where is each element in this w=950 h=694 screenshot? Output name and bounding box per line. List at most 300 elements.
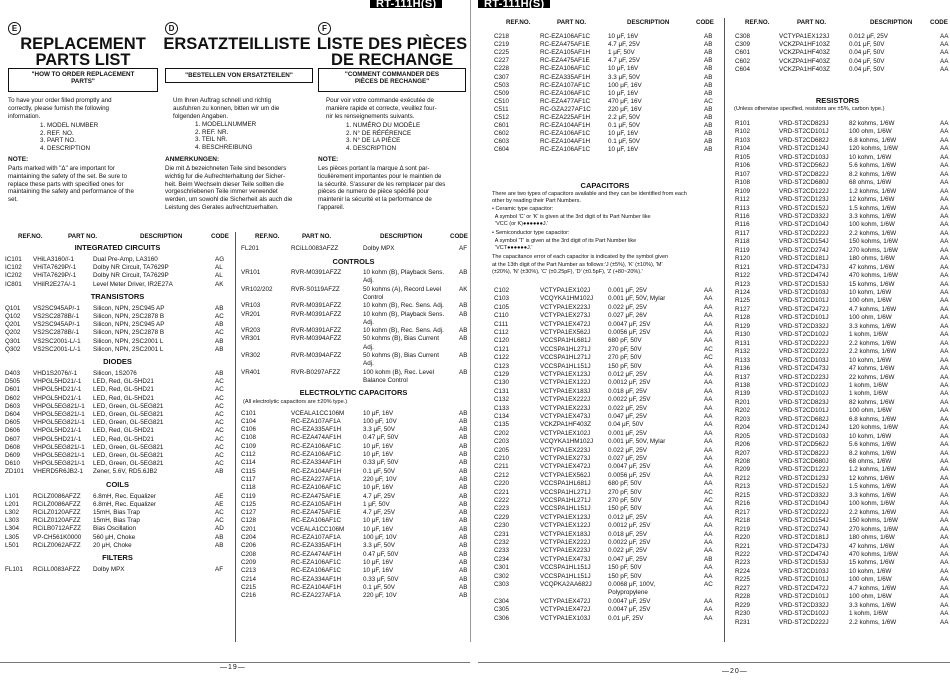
part-no: VRD-ST2CD101J <box>779 576 829 584</box>
part-no: RCiLB0712AFZZ <box>33 525 81 533</box>
note-label-fr: NOTE: <box>318 156 339 163</box>
part-no: RCiLZ0086AFZZ <box>33 500 81 508</box>
code: AA <box>704 329 713 336</box>
part-no: VRD-ST2CD181J <box>779 255 829 263</box>
description: 50 kohms (A), Record Level <box>363 285 442 293</box>
part-no: VCTYPA1EX472J <box>540 606 591 614</box>
ref-no: R217 <box>735 508 751 516</box>
part-no: VRD-ST2CD124J <box>779 424 829 432</box>
code: AA <box>940 365 949 373</box>
col-header-desc: DESCRIPTION <box>380 233 423 240</box>
code: AA <box>940 162 949 170</box>
note-label-en: NOTE: <box>8 156 29 163</box>
part-no: VCKZPA1HF103Z <box>779 41 830 49</box>
ref-no: C603 <box>494 138 510 146</box>
ref-no: R101 <box>735 120 751 127</box>
code: AA <box>940 550 949 558</box>
part-no: RC-EZA106AF1C <box>540 130 591 138</box>
code: AC <box>704 97 713 105</box>
capacitors-tolerance: The capacitance error of each capacitor is indicated by the symbol given at the 13th digit of the Part Number as follows:'J (±5%), 'K' (±10%), 'M' (±20%), 'N' (±30%), 'C' (±0.25pF), 'D' (±0.5pF), 'Z (+80~20%).' <box>492 254 669 275</box>
part-no: RC-EZA107AF1A <box>291 534 341 541</box>
ref-no: IC202 <box>5 272 22 280</box>
ref-no: C203 <box>494 438 510 446</box>
description: 15mH, Bias Trap <box>93 509 140 516</box>
part-no: VCTYPA1EX472J <box>540 597 591 605</box>
code: AA <box>940 314 949 322</box>
description: LED, Green, GL-5EG821 <box>93 452 164 459</box>
ref-no: C601 <box>494 122 510 130</box>
ref-no: C202 <box>494 429 510 437</box>
description: 4.7 μF, 25V <box>608 41 640 49</box>
code: AB <box>704 33 713 40</box>
code: AA <box>940 289 949 296</box>
code: AA <box>704 522 713 530</box>
description: 0.0047 μF, 25V <box>608 463 651 471</box>
description: 150 pF, 50V <box>608 564 642 572</box>
part-no: RC-EZA225AF1H <box>540 114 591 121</box>
section-note: (All electrolytic capacitors are ±20% type.) <box>243 399 348 406</box>
part-no: VHPGL5HD21/-1 <box>33 394 82 402</box>
description: 100 ohm, 1/6W <box>849 297 892 305</box>
code: AA <box>940 348 949 356</box>
ref-no: R122 <box>735 272 751 280</box>
part-no: RCiLL0083AFZZ <box>33 566 81 573</box>
code: AC <box>215 435 224 443</box>
description: 1 kohm, 1/6W <box>849 390 888 398</box>
part-no: RC-EZA335AF1H <box>291 426 342 434</box>
part-no: VCKZPA1HF403Z <box>779 65 830 73</box>
part-no: VRD-ST2CD274J <box>779 525 829 533</box>
code: AA <box>940 170 949 178</box>
ref-no: D605 <box>5 419 21 427</box>
description: Balance Control <box>363 376 408 384</box>
part-no: RC-EZA104AF1H <box>291 467 342 475</box>
code: AA <box>940 567 949 575</box>
part-no: VRD-ST2CD153J <box>779 559 829 567</box>
part-no: RC-EZA335AF1H <box>291 542 342 550</box>
ref-no: C602 <box>735 57 751 65</box>
order-box-fr-title: "COMMENT COMMANDER DES PIÈCES DE RECHANGE" <box>344 71 440 85</box>
code: AA <box>940 57 949 65</box>
description: 0.04 μF, 50V <box>849 49 885 57</box>
code: AA <box>940 305 949 313</box>
description: 10 μF, 16V <box>363 409 394 417</box>
part-no: VRD-ST2CD332J <box>779 491 829 499</box>
part-no: VP-CH561K0000 <box>33 533 82 541</box>
ref-no: R132 <box>735 348 751 356</box>
code: AE <box>215 492 224 500</box>
ref-no: R112 <box>735 196 750 204</box>
model-header-right: RT-111H(S) <box>478 0 550 8</box>
part-no: RCiLZ0120AFZZ <box>33 509 81 516</box>
ref-no: R125 <box>735 297 751 305</box>
description: 220 μF, 10V <box>363 592 397 600</box>
description: 15 kohms, 1/6W <box>849 280 895 288</box>
code: AA <box>940 483 949 491</box>
description: LED, Green, GL-5EG821 <box>93 443 164 451</box>
description: 270 kohms, 1/6W <box>849 525 898 533</box>
ref-no: R106 <box>735 162 751 170</box>
description: 10 μF, 16V <box>608 65 639 73</box>
description: 100 μF, 10V <box>363 417 397 425</box>
ref-no: R107 <box>735 170 751 178</box>
code: AB <box>459 327 468 335</box>
part-no: RC-EZA334AF1H <box>291 459 342 467</box>
description: 5.6 kohms, 1/6W <box>849 162 897 170</box>
part-no: VRD-ST2CD101J <box>779 593 829 601</box>
ref-no: C228 <box>494 65 510 73</box>
code: AB <box>704 105 713 113</box>
ref-no: R105 <box>735 153 751 161</box>
ref-no: C120 <box>494 337 510 345</box>
ref-no: C106 <box>241 426 257 434</box>
code: AA <box>940 238 949 246</box>
description: 15mH, Bias Trap <box>93 517 140 525</box>
description: 12 kohms, 1/6W <box>849 474 895 482</box>
description: 680 pF, 50V <box>608 480 642 488</box>
code: AA <box>940 525 949 533</box>
part-no: RC-EZA107AF1C <box>540 81 591 89</box>
ref-no: C229 <box>494 513 510 521</box>
code: AA <box>704 480 713 488</box>
part-no: VCQYKA1HM102J <box>540 295 594 303</box>
description: 10 kohm, 1/6W <box>849 289 892 296</box>
code: AC <box>704 581 713 588</box>
code: AA <box>940 212 949 220</box>
part-no: RC-EZA105AF1H <box>291 500 342 508</box>
description: 100 ohm, 1/6W <box>849 576 892 584</box>
description: 10 μF, 16V <box>363 567 394 575</box>
code: AB <box>704 49 713 57</box>
lang-circle-d: D <box>165 22 178 35</box>
ref-no: C130 <box>494 379 510 387</box>
part-no: VCTYPA1EX123J <box>779 33 830 40</box>
ref-no: L302 <box>5 509 20 516</box>
part-no: RC-EZA227AF1A <box>291 592 341 600</box>
part-no: VCQYKA1HM102J <box>540 438 594 446</box>
title-en-line2: PARTS LIST <box>35 51 131 69</box>
ref-no: C117 <box>241 475 256 483</box>
ref-no: D607 <box>5 435 21 443</box>
ref-no: C104 <box>241 417 257 425</box>
part-no: VCTYPA1EX223J <box>540 547 591 555</box>
part-no: VS2SC945AP/-1 <box>33 321 80 329</box>
description: 1 kohm, 1/6W <box>849 381 888 389</box>
ref-no: D608 <box>5 443 21 451</box>
footer-rule-left <box>0 662 470 663</box>
description: 4.7 kohms, 1/6W <box>849 305 897 313</box>
description: LED, Red, GL-5HD21 <box>93 435 154 443</box>
description: 47 kohms, 1/6W <box>849 365 895 373</box>
ref-no: C119 <box>241 492 256 500</box>
description: 2.2 kohms, 1/6W <box>849 348 897 356</box>
description: 3.3 μF, 50V <box>363 542 395 550</box>
ref-no: C211 <box>494 463 509 471</box>
code: AA <box>940 187 949 195</box>
code: AA <box>704 371 713 378</box>
part-no: VCTYPA1EX103J <box>540 614 591 622</box>
ref-no: C131 <box>494 387 510 395</box>
ref-no: R116 <box>735 212 750 220</box>
code: AA <box>940 584 949 592</box>
part-no: VCTYPA1EX222J <box>540 396 591 404</box>
ref-no: C103 <box>494 295 510 303</box>
ref-no: C509 <box>494 89 510 97</box>
part-no: RC-EZA104AF1H <box>540 122 591 130</box>
ref-no: C208 <box>241 550 257 558</box>
ref-no: FL101 <box>5 566 23 573</box>
description: 10 μF, 16V <box>363 484 394 492</box>
description: 3.3 kohms, 1/6W <box>849 212 897 220</box>
code: AA <box>704 572 713 580</box>
code: AK <box>459 285 468 293</box>
code: AA <box>704 455 713 462</box>
description: 680 pF, 50V <box>608 337 642 345</box>
title-fr-line1: LISTE DES PIÈCES <box>316 35 468 53</box>
code: AB <box>704 138 713 146</box>
description: 1.5 kohms, 1/6W <box>849 483 897 491</box>
part-no: VRD-ST2CD102J <box>779 331 829 339</box>
part-no: VRD-ST2CD103J <box>779 289 829 296</box>
code: AA <box>940 331 949 339</box>
ref-no: R231 <box>735 618 751 626</box>
ref-no: C225 <box>494 49 510 57</box>
ref-no: VR101 <box>241 269 261 276</box>
resistors-title: RESISTORS <box>815 96 860 105</box>
ref-no: C218 <box>494 33 510 40</box>
part-no: VCTYPA1EX273J <box>540 312 591 320</box>
description: LED, Green, GL-5EG821 <box>93 460 164 468</box>
description: 10 kohm, 1/6W <box>849 567 892 575</box>
code: AA <box>940 246 949 254</box>
description: 0.001 μF, 25V <box>608 287 647 294</box>
code: AC <box>704 354 713 362</box>
lang-circle-f: F <box>318 22 331 35</box>
part-no: VCTYPA1EX562J <box>540 471 591 479</box>
part-no: VHiIR2E27A/-1 <box>33 280 76 288</box>
column-divider <box>724 18 725 642</box>
code: AC <box>215 452 224 459</box>
code: AB <box>459 492 468 500</box>
description: Silicon, NPN, 2SC2001 L <box>93 345 164 353</box>
capacitors-title: CAPACITORS <box>580 181 630 190</box>
code: AC <box>704 488 713 496</box>
description: 0.0047 μF, 25V <box>608 606 651 614</box>
order-list-fr: 1. NUMÉRO DU MODÈLE 2. N° DE RÉFÉRENCE 3. N° DE LA PIÈCE 4. DESCRIPTION <box>346 122 421 152</box>
ref-no: L201 <box>5 500 20 508</box>
description: 120 kohms, 1/6W <box>849 145 898 153</box>
code: AA <box>940 415 949 423</box>
part-no: RC-EZA106AF1C <box>540 65 591 73</box>
part-no: VRD-ST2CD222J <box>779 229 829 237</box>
ref-no: R230 <box>735 610 751 618</box>
ref-no: C127 <box>241 509 257 517</box>
description: 10 μF, 16V <box>363 558 394 566</box>
code: AA <box>704 513 713 521</box>
part-no: VRD-ST2CD472J <box>779 584 829 592</box>
part-no: VCTYPA1EX122J <box>540 379 591 387</box>
ref-no: Q301 <box>5 337 21 345</box>
part-no: VHPGL5EG821/-1 <box>33 402 85 410</box>
description: 150 kohms, 1/6W <box>849 238 898 246</box>
code: AB <box>704 146 713 154</box>
ref-no: R109 <box>735 187 751 195</box>
part-no: VHPGL5EG821/-1 <box>33 419 85 427</box>
description: 150 pF, 50V <box>608 572 642 580</box>
section-title: INTEGRATED CIRCUITS <box>74 243 161 252</box>
code: AC <box>215 394 224 402</box>
description: Dolby NR Circuit, TA7629P <box>93 264 169 272</box>
part-no: RCiLZ0062AFZZ <box>33 541 81 549</box>
ref-no: C309 <box>735 41 751 49</box>
part-no: VCKZPA1HF403Z <box>779 49 830 57</box>
ref-no: R209 <box>735 466 751 474</box>
description: 1 kohm, 1/6W <box>849 331 888 339</box>
part-no: VCTYPA1EX473J <box>540 413 591 420</box>
ref-no: C112 <box>494 329 509 336</box>
part-no: VCTYPA1EX222J <box>540 539 591 546</box>
ref-no: C223 <box>494 505 510 513</box>
description: LED, Red, GL-5HD21 <box>93 386 154 394</box>
description: 20 μH, Choke <box>93 541 132 549</box>
code: AB <box>459 542 468 550</box>
ref-no: R138 <box>735 381 751 389</box>
description: 4.7 μF, 25V <box>608 57 640 65</box>
part-no: RVR-B0297AFZZ <box>291 368 341 376</box>
section-title: DIODES <box>103 357 132 366</box>
description: 270 pF, 50V <box>608 497 642 504</box>
description: Dual Pre-Amp, LA3160 <box>93 256 158 263</box>
part-no: RC-EZA106AF1C <box>291 567 342 575</box>
code: AB <box>459 484 468 492</box>
description: 3.3 kohms, 1/6W <box>849 601 897 609</box>
ref-no: R205 <box>735 432 751 440</box>
description: Dolby NR Circuit, TA7629P <box>93 272 169 280</box>
part-no: VRD-ST2CD473J <box>779 542 829 550</box>
code: AB <box>459 434 468 442</box>
code: AA <box>940 534 949 542</box>
ref-no: R139 <box>735 390 751 398</box>
capacitors-ceramic: • Ceramic type capacitor: A symbol 'C' or 'K' is given at the 3rd digit of its Part Number like 'VCC (or K)●●●●●●J.' <box>492 206 651 227</box>
code: AA <box>940 458 949 465</box>
ref-no: C210 <box>494 455 510 462</box>
part-no: VRD-ST2CD474J <box>779 272 829 280</box>
code: AB <box>459 426 468 434</box>
ref-no: D505 <box>5 378 21 386</box>
part-no: RC-EZA106AF1C <box>291 558 342 566</box>
description: Adj. <box>363 277 374 285</box>
ref-no: C108 <box>241 434 257 442</box>
description: 10 μF, 16V <box>608 33 639 40</box>
part-no: VRD-ST2CD222J <box>779 348 829 356</box>
description: 100 μF, 16V <box>608 81 642 89</box>
description: 2.2 kohms, 1/6W <box>849 508 897 516</box>
code: AB <box>704 73 713 81</box>
description: 0.022 μF, 25V <box>608 303 647 311</box>
part-no: RC-EZA334AF1H <box>291 575 342 583</box>
part-no: VCCSPA1HL151J <box>540 572 591 580</box>
model-header-left: RT-111H(S) <box>370 0 442 8</box>
code: AB <box>459 567 468 575</box>
ref-no: C302 <box>494 572 510 580</box>
part-no: VRD-ST2CD152J <box>779 483 829 491</box>
description: 470 kohms, 1/6W <box>849 272 898 280</box>
description: 0.012 μF, 25V <box>608 371 647 378</box>
part-no: RVR-M0394AFZZ <box>291 335 342 343</box>
ref-no: D609 <box>5 452 21 459</box>
part-no: VCKZPA1HF403Z <box>540 421 591 429</box>
code: AA <box>704 337 713 345</box>
part-no: VRD-ST2CD222J <box>779 339 829 347</box>
code: AB <box>459 310 468 318</box>
code: AB <box>459 335 468 343</box>
code: AA <box>940 229 949 237</box>
description: Bias Oscillation <box>93 525 137 533</box>
description: Silicon, NPN, 2SC945 AP <box>93 321 165 329</box>
description: 0.0022 μF, 25V <box>608 539 651 546</box>
description: 0.047 μF, 25V <box>608 413 647 420</box>
code: AA <box>940 145 949 153</box>
part-no: VCTYPA1EX183J <box>540 530 591 538</box>
ref-no: R102 <box>735 128 751 136</box>
ref-no: C209 <box>241 558 257 566</box>
code: AA <box>940 424 949 432</box>
description: 100 ohm, 1/6W <box>849 128 892 136</box>
part-no: VCTYPA1EX102J <box>540 287 591 294</box>
col-header-desc: DESCRIPTION <box>627 19 670 26</box>
code: AC <box>215 386 224 394</box>
part-no: RVR-S0119AFZZ <box>291 285 340 293</box>
code: AA <box>940 432 949 440</box>
col-header-ref: REF.NO. <box>255 233 280 240</box>
code: AB <box>459 550 468 558</box>
code: AA <box>940 204 949 212</box>
description: 4.7 μF, 25V <box>363 492 395 500</box>
description: 6.8 kohms, 1/6W <box>849 136 897 144</box>
part-no: RC-EZA477AF1C <box>540 97 591 105</box>
code: AB <box>459 459 468 467</box>
part-no: VCTYPA1EX223J <box>540 404 591 412</box>
ref-no: R137 <box>735 373 751 381</box>
description: 0.01 μF, 25V <box>608 614 644 622</box>
code: AA <box>940 65 949 73</box>
part-no: VRD-ST2CD123J <box>779 196 829 204</box>
code: AA <box>940 390 949 398</box>
footer-rule-right <box>478 662 950 663</box>
code: AA <box>940 120 949 127</box>
description: 10 μF, 16V <box>363 517 394 525</box>
description: Silicon, NPN, 2SC945 AP <box>93 304 165 312</box>
code: AC <box>704 497 713 504</box>
code: AA <box>704 413 713 420</box>
ref-no: R221 <box>735 542 751 550</box>
ref-no: R131 <box>735 339 751 347</box>
description: 68 ohms, 1/6W <box>849 458 892 465</box>
description: 0.01 μF, 50V <box>849 41 885 49</box>
code: AB <box>459 592 468 600</box>
code: AB <box>459 475 468 483</box>
description: 100 kohm, 1/6W <box>849 221 895 229</box>
ref-no: C101 <box>241 409 257 417</box>
code: AB <box>459 500 468 508</box>
ref-no: L303 <box>5 517 20 525</box>
code: AF <box>459 245 468 252</box>
ref-no: C115 <box>241 467 256 475</box>
code: AB <box>459 583 468 591</box>
ref-no: R220 <box>735 534 751 542</box>
code: AA <box>940 322 949 330</box>
ref-no: R108 <box>735 179 751 187</box>
